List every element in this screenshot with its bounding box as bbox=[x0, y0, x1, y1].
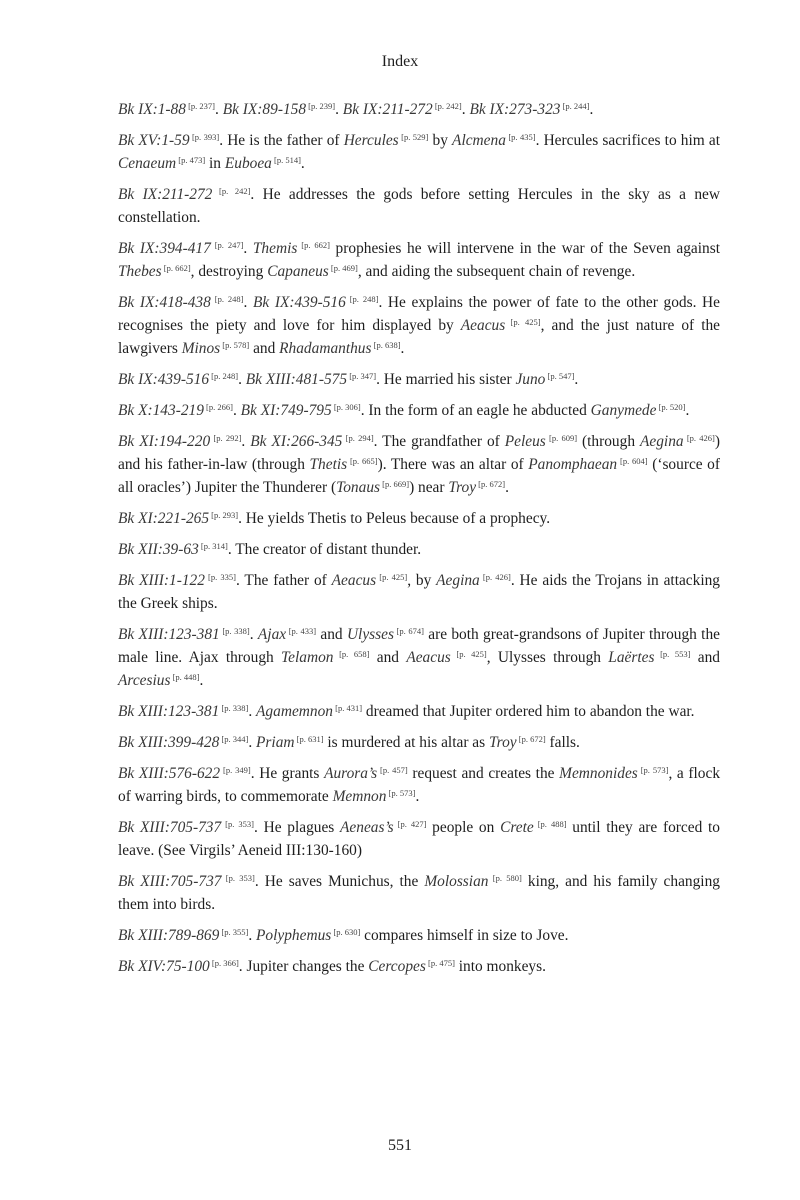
book-reference-link[interactable]: Bk XIII:123-381 bbox=[118, 703, 220, 720]
cross-reference-link[interactable]: Troy bbox=[488, 734, 517, 751]
page-reference[interactable]: [p. 672] bbox=[476, 479, 506, 489]
page-reference[interactable]: [p. 266] bbox=[203, 402, 233, 412]
page-reference[interactable]: [p. 638] bbox=[371, 340, 401, 350]
page-reference[interactable]: [p. 672] bbox=[516, 734, 546, 744]
cross-reference-link[interactable]: Molossian bbox=[424, 873, 489, 890]
book-reference-link[interactable]: Bk XV:1-59 bbox=[118, 132, 190, 149]
page-reference[interactable]: [p. 237] bbox=[185, 101, 215, 111]
entry-text: . He aids the Trojans in attacking the Greek ships. bbox=[118, 572, 720, 612]
book-reference-link[interactable]: Bk IX:1-88 bbox=[118, 101, 186, 118]
entry-text: . bbox=[461, 101, 470, 118]
page-title: Index bbox=[381, 53, 419, 70]
entry-text: . The grandfather of bbox=[373, 433, 505, 450]
page-reference[interactable]: [p. 248] bbox=[210, 294, 244, 304]
cross-reference-link[interactable]: Juno bbox=[515, 371, 546, 388]
cross-reference-link[interactable]: Laërtes bbox=[608, 649, 655, 666]
page-reference[interactable]: [p. 425] bbox=[376, 572, 408, 582]
cross-reference-link[interactable]: Polyphemus bbox=[256, 927, 332, 944]
page-reference[interactable]: [p. 393] bbox=[189, 132, 220, 142]
entry-text: . bbox=[300, 155, 305, 172]
page-reference[interactable]: [p. 448] bbox=[170, 672, 200, 682]
page-reference[interactable]: [p. 573] bbox=[386, 788, 416, 798]
page-reference[interactable]: [p. 553] bbox=[654, 649, 691, 659]
book-reference-link[interactable]: Bk XIII:705-737 bbox=[118, 873, 222, 890]
cross-reference-link[interactable]: Aeneas’s bbox=[340, 819, 394, 836]
page-reference[interactable]: [p. 425] bbox=[505, 317, 541, 327]
cross-reference-link[interactable]: Priam bbox=[256, 734, 295, 751]
page-reference[interactable]: [p. 338] bbox=[219, 703, 249, 713]
cross-reference-link[interactable]: Arcesius bbox=[118, 672, 171, 689]
entry-text: . bbox=[685, 402, 690, 419]
page-reference[interactable]: [p. 514] bbox=[271, 155, 301, 165]
entry-text: . bbox=[505, 479, 509, 496]
cross-reference-link[interactable]: Ganymede bbox=[590, 402, 657, 419]
entry-text: , a flock of warring birds, to commemorate bbox=[118, 765, 721, 805]
entry-text: prophesies he will intervene in the war of the Seven against bbox=[329, 240, 720, 257]
entry-text: . He yields Thetis to Peleus because of a prophecy. bbox=[238, 510, 551, 527]
index-entry bbox=[118, 237, 720, 283]
book-reference-link[interactable]: Bk XIII:789-869 bbox=[118, 927, 220, 944]
entry-text: . Jupiter changes the bbox=[238, 958, 369, 975]
entry-text: ). There was an altar of bbox=[377, 456, 529, 473]
index-entry bbox=[118, 507, 720, 530]
entry-text: . bbox=[243, 240, 253, 257]
page-reference[interactable]: [p. 248] bbox=[345, 294, 379, 304]
page-reference[interactable]: [p. 248] bbox=[209, 371, 239, 381]
entry-text: falls. bbox=[545, 734, 580, 751]
index-entries bbox=[118, 98, 720, 986]
index-entry bbox=[118, 368, 720, 391]
entry-text: and bbox=[369, 649, 407, 666]
entry-text: (‘source of all oracles’) Jupiter the Thunderer ( bbox=[118, 456, 720, 496]
index-entry bbox=[118, 924, 720, 947]
entry-text: , and aiding the subsequent chain of revenge. bbox=[357, 263, 636, 280]
entry-text: in bbox=[205, 155, 225, 172]
page-reference[interactable]: [p. 433] bbox=[286, 626, 317, 636]
page-reference[interactable]: [p. 475] bbox=[425, 958, 455, 968]
book-reference-link[interactable]: Bk IX:89-158 bbox=[222, 101, 307, 118]
cross-reference-link[interactable]: Thetis bbox=[309, 456, 348, 473]
page-header bbox=[0, 53, 800, 71]
page-reference[interactable]: [p. 349] bbox=[220, 765, 251, 775]
entry-text: dreamed that Jupiter ordered him to abandon the war. bbox=[362, 703, 695, 720]
book-reference-link[interactable]: Bk XII:39-63 bbox=[118, 541, 199, 558]
cross-reference-link[interactable]: Cercopes bbox=[368, 958, 426, 975]
page-reference[interactable]: [p. 353] bbox=[221, 873, 255, 883]
book-reference-link[interactable]: Bk XIII:1-122 bbox=[118, 572, 205, 589]
page-reference[interactable]: [p. 665] bbox=[347, 456, 378, 466]
entry-text: compares himself in size to Jove. bbox=[360, 927, 569, 944]
entry-text: . He married his sister bbox=[376, 371, 516, 388]
book-reference-link[interactable]: Bk IX:439-516 bbox=[118, 371, 210, 388]
index-entry bbox=[118, 870, 720, 916]
entry-text: and bbox=[249, 340, 280, 357]
entry-text: . He grants bbox=[250, 765, 325, 782]
cross-reference-link[interactable]: Hercules bbox=[343, 132, 399, 149]
entry-text: . bbox=[574, 371, 579, 388]
cross-reference-link[interactable]: Minos bbox=[181, 340, 221, 357]
entry-text: . He saves Munichus, the bbox=[254, 873, 425, 890]
page-reference[interactable]: [p. 353] bbox=[221, 819, 254, 829]
entry-text: . bbox=[243, 294, 253, 311]
entry-text: ) near bbox=[409, 479, 449, 496]
page-reference[interactable]: [p. 578] bbox=[220, 340, 250, 350]
page-reference[interactable]: [p. 547] bbox=[545, 371, 575, 381]
entry-text: . bbox=[249, 626, 258, 643]
book-reference-link[interactable]: Bk XI:749-795 bbox=[240, 402, 332, 419]
index-entry bbox=[118, 955, 720, 978]
entry-text: into monkeys. bbox=[454, 958, 546, 975]
index-entry bbox=[118, 291, 720, 360]
book-reference-link[interactable]: Bk XIII:705-737 bbox=[118, 819, 222, 836]
entry-text: and bbox=[690, 649, 720, 666]
entry-text: , Ulysses through bbox=[486, 649, 609, 666]
page-reference[interactable]: [p. 630] bbox=[331, 927, 361, 937]
page-reference[interactable]: [p. 426] bbox=[479, 572, 511, 582]
cross-reference-link[interactable]: Agamemnon bbox=[256, 703, 333, 720]
entry-text: , by bbox=[407, 572, 437, 589]
entry-text: . bbox=[400, 340, 405, 357]
book-reference-link[interactable]: Bk XIII:481-575 bbox=[245, 371, 348, 388]
page-reference[interactable]: [p. 658] bbox=[333, 649, 370, 659]
page-reference[interactable]: [p. 427] bbox=[393, 819, 427, 829]
cross-reference-link[interactable]: Peleus bbox=[504, 433, 546, 450]
entry-text: people on bbox=[426, 819, 501, 836]
book-reference-link[interactable]: Bk XI:221-265 bbox=[118, 510, 210, 527]
page-reference[interactable]: [p. 293] bbox=[209, 510, 239, 520]
cross-reference-link[interactable]: Capaneus bbox=[267, 263, 329, 280]
entry-text: . bbox=[248, 734, 257, 751]
entry-text: and bbox=[316, 626, 347, 643]
entry-text: . bbox=[589, 101, 594, 118]
cross-reference-link[interactable]: Tonaus bbox=[336, 479, 381, 496]
cross-reference-link[interactable]: Panomphaean bbox=[528, 456, 618, 473]
book-reference-link[interactable]: Bk IX:418-438 bbox=[118, 294, 211, 311]
page-reference[interactable]: [p. 338] bbox=[219, 626, 250, 636]
entry-text: king, and his family changing them into birds. bbox=[118, 873, 720, 913]
index-entry bbox=[118, 569, 720, 615]
page-reference[interactable]: [p. 242] bbox=[212, 186, 251, 196]
page-reference[interactable]: [p. 292] bbox=[210, 433, 242, 443]
entry-text: . bbox=[248, 703, 257, 720]
entry-text: . bbox=[241, 433, 251, 450]
entry-text: . bbox=[248, 927, 257, 944]
cross-reference-link[interactable]: Memnon bbox=[332, 788, 387, 805]
cross-reference-link[interactable]: Troy bbox=[448, 479, 477, 496]
page-reference[interactable]: [p. 488] bbox=[533, 819, 567, 829]
page-reference[interactable]: [p. 469] bbox=[328, 263, 358, 273]
entry-text: . He explains the power of fate to the other gods. He recognises the piety and love for him displayed by bbox=[118, 294, 721, 334]
index-entry bbox=[118, 98, 720, 121]
entry-text: is murdered at his altar as bbox=[323, 734, 489, 751]
page-reference[interactable]: [p. 431] bbox=[332, 703, 363, 713]
cross-reference-link[interactable]: Memnonides bbox=[559, 765, 638, 782]
page-number: 551 bbox=[388, 1137, 412, 1154]
book-reference-link[interactable]: Bk XIII:576-622 bbox=[118, 765, 221, 782]
cross-reference-link[interactable]: Aurora’s bbox=[324, 765, 378, 782]
cross-reference-link[interactable]: Euboea bbox=[224, 155, 272, 172]
page-reference[interactable]: [p. 573] bbox=[637, 765, 669, 775]
page-reference[interactable]: [p. 529] bbox=[398, 132, 429, 142]
page-reference[interactable]: [p. 674] bbox=[393, 626, 424, 636]
cross-reference-link[interactable]: Ajax bbox=[257, 626, 287, 643]
book-reference-link[interactable]: Bk XIII:123-381 bbox=[118, 626, 220, 643]
page-reference[interactable]: [p. 435] bbox=[505, 132, 536, 142]
entry-text: . He is the father of bbox=[219, 132, 344, 149]
page-reference[interactable]: [p. 473] bbox=[176, 155, 206, 165]
entry-text: until they are forced to leave. (See Virgils’ Aeneid III:130-160) bbox=[118, 819, 720, 859]
page-reference[interactable]: [p. 457] bbox=[377, 765, 408, 775]
page-reference[interactable]: [p. 294] bbox=[342, 433, 374, 443]
index-entry bbox=[118, 399, 720, 422]
page-reference[interactable]: [p. 306] bbox=[331, 402, 361, 412]
page-reference[interactable]: [p. 335] bbox=[204, 572, 236, 582]
page-reference[interactable]: [p. 347] bbox=[347, 371, 377, 381]
index-entry bbox=[118, 129, 720, 175]
cross-reference-link[interactable]: Rhadamanthus bbox=[279, 340, 372, 357]
page-reference[interactable]: [p. 239] bbox=[306, 101, 336, 111]
page-reference[interactable]: [p. 314] bbox=[198, 541, 228, 551]
page-reference[interactable]: [p. 631] bbox=[294, 734, 324, 744]
cross-reference-link[interactable]: Aegina bbox=[436, 572, 480, 589]
book-reference-link[interactable]: Bk XI:194-220 bbox=[118, 433, 211, 450]
page-reference[interactable]: [p. 669] bbox=[380, 479, 410, 489]
entry-text: . In the form of an eagle he abducted bbox=[360, 402, 591, 419]
entry-text: (through bbox=[577, 433, 640, 450]
cross-reference-link[interactable]: Themis bbox=[252, 240, 298, 257]
cross-reference-link[interactable]: Ulysses bbox=[346, 626, 394, 643]
page-reference[interactable]: [p. 366] bbox=[209, 958, 239, 968]
index-entry bbox=[118, 538, 720, 561]
page-reference[interactable]: [p. 242] bbox=[432, 101, 462, 111]
cross-reference-link[interactable]: Alcmena bbox=[452, 132, 506, 149]
cross-reference-link[interactable]: Aegina bbox=[639, 433, 684, 450]
page-reference[interactable]: [p. 425] bbox=[450, 649, 487, 659]
page-reference[interactable]: [p. 247] bbox=[210, 240, 244, 250]
book-reference-link[interactable]: Bk IX:394-417 bbox=[118, 240, 211, 257]
book-reference-link[interactable]: Bk XIII:399-428 bbox=[118, 734, 220, 751]
entry-text: . The creator of distant thunder. bbox=[227, 541, 422, 558]
page-reference[interactable]: [p. 344] bbox=[219, 734, 249, 744]
entry-text: . Hercules sacrifices to him at bbox=[535, 132, 720, 149]
entry-text: , destroying bbox=[190, 263, 268, 280]
index-entry bbox=[118, 731, 720, 754]
cross-reference-link[interactable]: Aeacus bbox=[460, 317, 506, 334]
book-reference-link[interactable]: Bk XIV:75-100 bbox=[118, 958, 210, 975]
cross-reference-link[interactable]: Thebes bbox=[118, 263, 162, 280]
page-reference[interactable]: [p. 580] bbox=[488, 873, 522, 883]
index-entry bbox=[118, 816, 720, 862]
book-reference-link[interactable]: Bk IX:439-516 bbox=[252, 294, 346, 311]
index-entry bbox=[118, 700, 720, 723]
page-reference[interactable]: [p. 609] bbox=[545, 433, 578, 443]
entry-text: . bbox=[238, 371, 246, 388]
entry-text: . bbox=[335, 101, 343, 118]
entry-text: ) and his father-in-law (through bbox=[118, 433, 720, 473]
cross-reference-link[interactable]: Crete bbox=[500, 819, 534, 836]
index-entry bbox=[118, 762, 720, 808]
page-reference[interactable]: [p. 520] bbox=[656, 402, 686, 412]
entry-text: , and the just nature of the lawgivers bbox=[118, 317, 720, 357]
entry-text: . bbox=[232, 402, 241, 419]
entry-text: . bbox=[415, 788, 420, 805]
entry-text: . bbox=[199, 672, 204, 689]
index-entry bbox=[118, 183, 720, 229]
entry-text: . bbox=[215, 101, 223, 118]
book-reference-link[interactable]: Bk IX:211-272 bbox=[118, 186, 213, 203]
index-entry bbox=[118, 430, 720, 499]
cross-reference-link[interactable]: Aeacus bbox=[331, 572, 377, 589]
entry-text: are both great-grandsons of Jupiter through the male line. Ajax through bbox=[118, 626, 720, 666]
entry-text: . He plagues bbox=[254, 819, 341, 836]
entry-text: request and creates the bbox=[407, 765, 560, 782]
entry-text: . He addresses the gods before setting Hercules in the sky as a new constellation. bbox=[118, 186, 720, 226]
cross-reference-link[interactable]: Cenaeum bbox=[118, 155, 177, 172]
page-reference[interactable]: [p. 244] bbox=[560, 101, 590, 111]
page-reference[interactable]: [p. 426] bbox=[683, 433, 715, 443]
page-reference[interactable]: [p. 662] bbox=[297, 240, 330, 250]
book-reference-link[interactable]: Bk X:143-219 bbox=[118, 402, 204, 419]
page-reference[interactable]: [p. 604] bbox=[617, 456, 648, 466]
cross-reference-link[interactable]: Telamon bbox=[281, 649, 334, 666]
book-reference-link[interactable]: Bk IX:273-323 bbox=[469, 101, 561, 118]
page-reference[interactable]: [p. 355] bbox=[219, 927, 249, 937]
index-entry bbox=[118, 623, 720, 692]
book-reference-link[interactable]: Bk IX:211-272 bbox=[342, 101, 433, 118]
entry-text: . The father of bbox=[235, 572, 332, 589]
cross-reference-link[interactable]: Aeacus bbox=[406, 649, 451, 666]
entry-text: by bbox=[428, 132, 453, 149]
page-reference[interactable]: [p. 662] bbox=[161, 263, 191, 273]
book-reference-link[interactable]: Bk XI:266-345 bbox=[250, 433, 343, 450]
